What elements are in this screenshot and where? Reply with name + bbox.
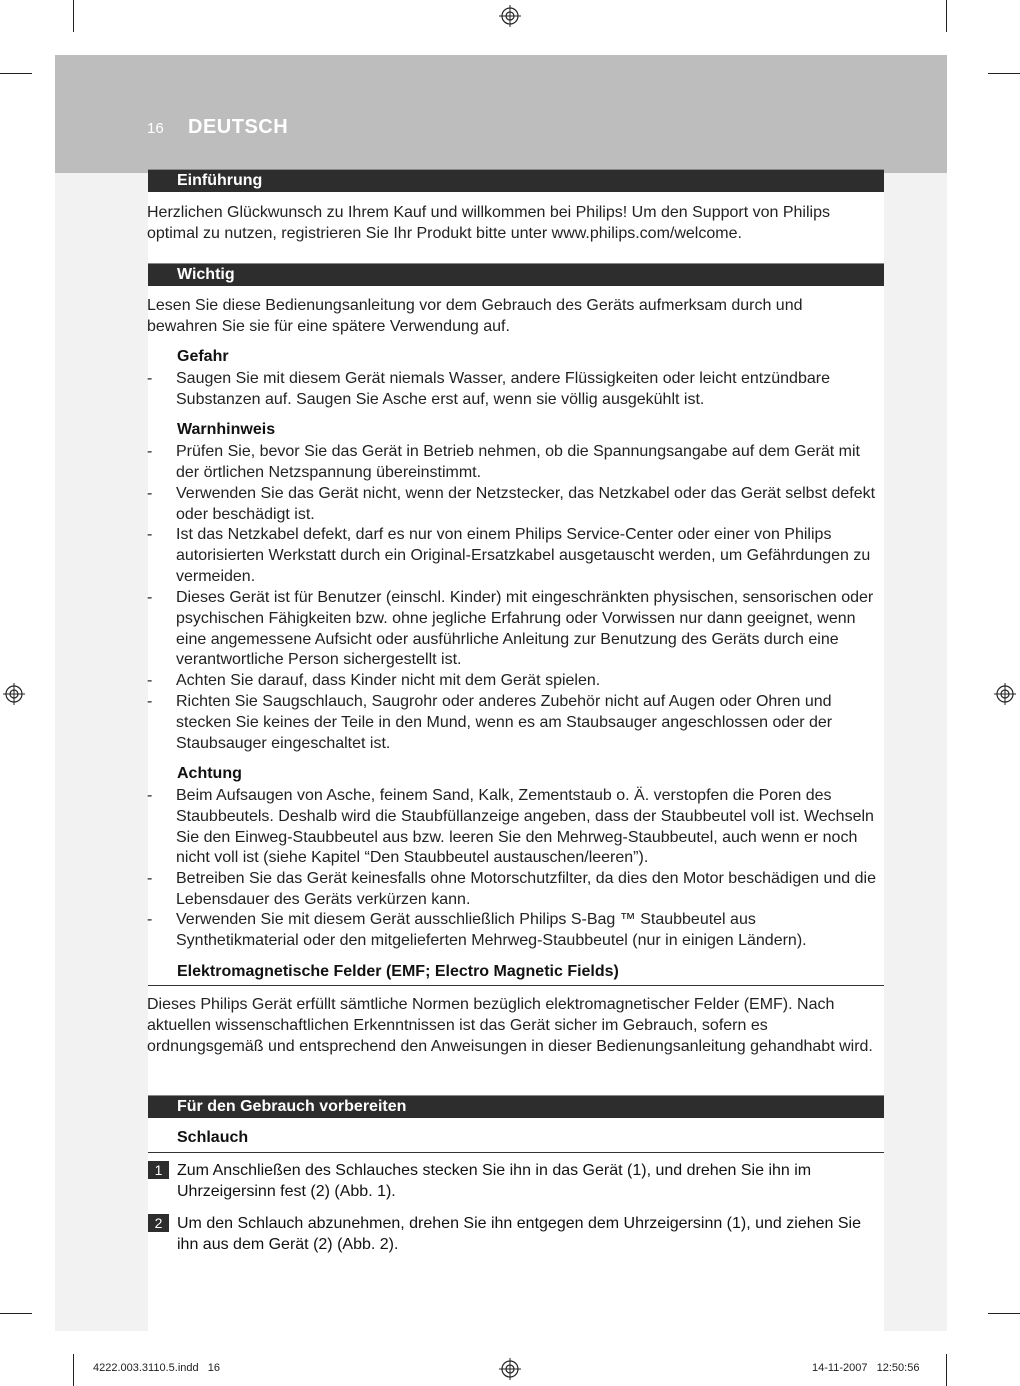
emf-heading: Elektromagnetische Felder (EMF; Electro Magnetic Fields) bbox=[177, 963, 619, 980]
page-number: 16 bbox=[147, 120, 164, 137]
crop-mark bbox=[988, 1313, 1020, 1314]
danger-heading: Gefahr bbox=[177, 348, 229, 365]
registration-mark-icon bbox=[499, 5, 521, 27]
crop-mark bbox=[73, 1354, 74, 1386]
list-item: - Saugen Sie mit diesem Gerät niemals Wasser, andere Flüssigkeiten oder leicht entzündbare Substanzen auf. Saugen Sie Asche erst auf, wenn sie völlig ausgekühlt ist. bbox=[147, 370, 830, 408]
important-paragraph: Lesen Sie diese Bedienungsanleitung vor dem Gebrauch des Geräts aufmerksam durch und bewahren Sie sie für eine spätere Verwendung auf. bbox=[147, 297, 803, 335]
intro-paragraph: Herzlichen Glückwunsch zu Ihrem Kauf und willkommen bei Philips! Um den Support von Philips optimal zu nutzen, registrieren Sie Ihr Produkt bitte unter www.philips.com/welcome. bbox=[147, 204, 830, 242]
list-item: - Richten Sie Saugschlauch, Saugrohr oder anderes Zubehör nicht auf Augen oder Ohren und stecken Sie keines der Teile in den Mund, wenn es am Staubsauger angeschlossen oder der Staubsauger eingeschaltet ist. bbox=[147, 693, 833, 752]
list-item: - Prüfen Sie, bevor Sie das Gerät in Betrieb nehmen, ob die Spannungsangabe auf dem Gerät mit der örtlichen Netzspannung übereinstimmt. bbox=[147, 443, 860, 481]
crop-mark bbox=[946, 0, 947, 32]
step-text: Um den Schlauch abzunehmen, drehen Sie ihn entgegen dem Uhrzeigersinn (1), und ziehen Sie ihn aus dem Gerät (2) (Abb. 2). bbox=[177, 1215, 861, 1253]
list-item: - Beim Aufsaugen von Asche, feinem Sand, Kalk, Zementstaub o. Ä. verstopfen die Poren des Staubbeutels. Deshalb wird die Staubfüllanzeige angeben, dass der Staubbeutel voll ist. Wechseln Sie den Einweg-Staubbeutel aus bzw. leeren Sie den Mehrweg-Staubbeutel, auch wenn er noch nicht voll ist (siehe Kapitel “Den Staubbeutel austauschen/leeren”). bbox=[147, 787, 874, 867]
crop-mark bbox=[73, 0, 74, 32]
list-item: - Ist das Netzkabel defekt, darf es nur von einem Philips Service-Center oder einer von Philips autorisierten Werkstatt durch ein Original-Ersatzkabel ausgetauscht werden, um Gefährdungen zu vermeiden. bbox=[147, 526, 871, 585]
timestamp-slug: 14-11-2007 12:50:56 bbox=[812, 1362, 920, 1374]
step-text: Zum Anschließen des Schlauches stecken Sie ihn in das Gerät (1), und drehen Sie ihn im Uhrzeigersinn fest (2) (Abb. 1). bbox=[177, 1162, 812, 1200]
heading-divider bbox=[148, 1152, 884, 1153]
section-header-intro bbox=[148, 169, 884, 192]
header-band bbox=[55, 55, 947, 173]
crop-mark bbox=[988, 73, 1020, 74]
step-number-badge: 1 bbox=[148, 1161, 169, 1179]
section-header-important bbox=[148, 263, 884, 286]
section-title: Wichtig bbox=[177, 266, 235, 283]
emf-paragraph: Dieses Philips Gerät erfüllt sämtliche Normen bezüglich elektromagnetischer Felder (EMF). Nach aktuellen wissenschaftlichen Erkenntnissen ist das Gerät sicher im Gebrauch, sofern es ordnungsgemäß und entsprechend den Anweisungen in dieser Bedienungsanleitung gehandhabt wird. bbox=[147, 996, 873, 1055]
list-item: - Verwenden Sie das Gerät nicht, wenn der Netzstecker, das Netzkabel oder das Gerät selbst defekt oder beschädigt ist. bbox=[147, 485, 876, 523]
page-language-title: DEUTSCH bbox=[188, 116, 289, 138]
step-item bbox=[148, 1213, 882, 1255]
right-margin-rail bbox=[884, 173, 947, 1331]
step-item bbox=[148, 1160, 882, 1202]
file-slug: 4222.003.3110.5.indd 16 bbox=[93, 1362, 221, 1374]
left-margin-rail bbox=[55, 173, 148, 1331]
heading-divider bbox=[148, 985, 884, 986]
registration-mark-icon bbox=[3, 683, 25, 705]
crop-mark bbox=[946, 1354, 947, 1386]
crop-mark bbox=[0, 73, 32, 74]
section-header-preparation bbox=[148, 1095, 884, 1118]
list-item: - Dieses Gerät ist für Benutzer (einschl. Kinder) mit eingeschränkten physischen, sensorischen oder psychischen Fähigkeiten bzw. ohne jegliche Erfahrung oder Vorwissen nur dann geeignet, wenn eine angemessene Aufsicht oder ausführliche Anleitung zur Benutzung des Geräts durch eine verantwortliche Person sichergestellt ist. bbox=[147, 589, 874, 669]
crop-mark bbox=[0, 1313, 32, 1314]
section-title: Einführung bbox=[177, 172, 263, 189]
caution-heading: Achtung bbox=[177, 765, 242, 782]
list-item: - Verwenden Sie mit diesem Gerät ausschließlich Philips S-Bag ™ Staubbeutel aus Synthetikmaterial oder den mitgelieferten Mehrweg-Staubbeutel (nur in einigen Ländern). bbox=[147, 911, 807, 949]
list-item: - Betreiben Sie das Gerät keinesfalls ohne Motorschutzfilter, da dies den Motor beschädigen und die Lebensdauer des Geräts verkürzen kann. bbox=[147, 870, 876, 908]
registration-mark-icon bbox=[499, 1358, 521, 1380]
section-title: Für den Gebrauch vorbereiten bbox=[177, 1098, 407, 1115]
step-number-badge: 2 bbox=[148, 1214, 169, 1232]
hose-heading: Schlauch bbox=[177, 1129, 249, 1146]
registration-mark-icon bbox=[994, 683, 1016, 705]
warning-heading: Warnhinweis bbox=[177, 421, 276, 438]
list-item: - Achten Sie darauf, dass Kinder nicht mit dem Gerät spielen. bbox=[147, 672, 601, 689]
